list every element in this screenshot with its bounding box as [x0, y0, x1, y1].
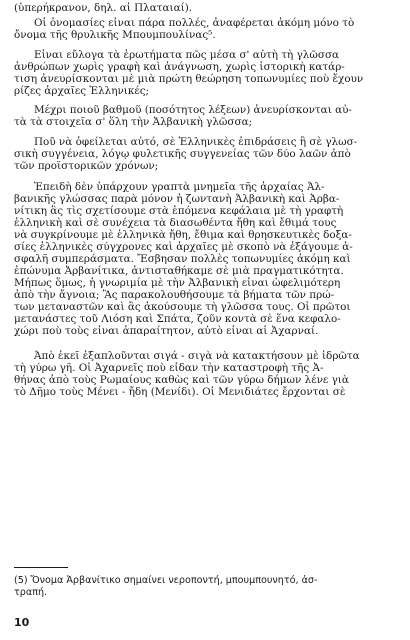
body-line: Ἐπειδὴ δὲν ὑπάρχουν γραπτὰ μνημεῖα τῆς ἀρχαίας Ἀλ- — [34, 181, 325, 193]
body-line: χώρι ποὺ τοὺς εἶναι ἀπαραίτητον, αὐτὸ εἶναι αἱ Ἀχαρναί. — [14, 325, 319, 337]
body-line: Μέχρι ποιοῦ βαθμοῦ (ποσότητος λέξεων) ἀνευρίσκονται αὐ- — [34, 104, 352, 116]
body-line: σίες ἑλληνικὲς σύγχρονες καὶ ἀρχαῖες μὲ σκοπὸ νὰ ἐξάγουμε ἀ- — [14, 241, 353, 253]
body-line: τὰ τὰ στοιχεῖα σ' ὅλη τὴν Ἀλβανικὴ γλῶσσα; — [14, 116, 253, 128]
body-line: νίτικη ἂς τὶς σχετίσουμε στὰ ἑπόμενα κεφάλαια μὲ τὴ γραφτὴ — [14, 205, 344, 217]
footnote-divider — [14, 567, 68, 568]
body-line: τὴ γύρω γῆ. Οἱ Ἀχαρνεῖς ποὺ εἶδαν τὴν καταστροφὴ τῆς Ἀ- — [14, 362, 324, 374]
body-line: Ἀπὸ ἐκεῖ ἐξαπλοῦνται σιγά - σιγὰ νὰ κατακτήσουν μὲ ἱδρῶτα — [34, 350, 360, 362]
body-line: ἐπώνυμα Ἀρβανίτικα, ἀντισταθήκαμε σὲ μιὰ πραγματικότητα. — [14, 265, 344, 277]
body-line: ἀνθρώπων χωρὶς γραφὴ καὶ ἀνάγνωση, χωρὶς ἱστορικὴ κατάρ- — [14, 61, 345, 73]
body-line: τὸ Δῆμο τοὺς Μένει - ἤδη (Μενίδι). Οἱ Μενιδιάτες ἔρχονται σὲ — [14, 386, 346, 398]
body-line: βανικῆς γλώσσας παρὰ μόνον ἡ ζωντανὴ Ἀλβανικὴ καὶ Ἀρβα- — [14, 193, 340, 205]
body-line: Οἱ ὀνομασίες εἶναι πάρα πολλές, ἀναφέρεται ἀκόμη μόνο τὸ — [34, 17, 355, 29]
body-line: ὄνομα τῆς θρυλικῆς Μπουμπουλίνας⁵. — [14, 29, 216, 41]
footnote-line: τραπή. — [14, 587, 48, 598]
body-line: σικὴ συγγένεια, λόγῳ φυλετικῆς συγγενείας τῶν δύο λαῶν ἀπὸ — [14, 148, 351, 160]
body-line: νὰ συγκρίνουμε μὲ ἑλληνικὰ ἤθη, ἔθιμα καὶ θρησκευτικὲς δοξα- — [14, 229, 352, 241]
body-line: Μήπως ὅμως, ἡ γνωριμία μὲ τὴν Ἀλβανικὴ εἶναι ὠφελιμότερη — [14, 277, 341, 289]
body-line: τῶν προϊστορικῶν χρόνων; — [14, 160, 159, 172]
body-line: (ὑπερήκρανον, δηλ. αἱ Πλαταιαί). — [14, 2, 193, 14]
body-line: των μεταναστῶν καὶ ἂς ἀκούσουμε τὴ γλῶσσα τους. Οἱ πρῶτοι — [14, 301, 351, 313]
body-line: Ποῦ νὰ ὀφείλεται αὐτό, σὲ Ἑλληνικὲς ἐπιδράσεις ἢ σὲ γλωσ- — [34, 136, 358, 148]
body-line: ρίζες ἀρχαῖες Ἑλληνικές; — [14, 85, 150, 97]
body-line: ἑλληνικὴ καὶ σὲ συνέχεια τὰ διασωθέντα ἤθη καὶ ἔθιμά τους — [14, 217, 337, 229]
page-number: 10 — [14, 616, 30, 629]
body-line: σφαλῆ συμπεράσματα. Ἔσβησαν πολλὲς τοπωνυμίες ἀκόμη καὶ — [14, 253, 351, 265]
body-line: θήνας ἀπὸ τοὺς Ρωμαίους καθὼς καὶ τῶν γύρω δήμων λένε γιὰ — [14, 374, 349, 386]
body-line: τιση ἀνευρίσκονται μὲ μιὰ πρώτη θεώρηση τοπωνυμίες ποὺ ἔχουν — [14, 73, 364, 85]
footnote-line: (5) Ὄνομα Ἀρβανίτικο σημαίνει νεροποντή, μπουμπουνητό, ἀσ- — [14, 575, 318, 586]
body-line: Εἶναι εὔλογα τὰ ἐρωτήματα πῶς μέσα σ' αὐτὴ τὴ γλῶσσα — [34, 49, 340, 61]
body-line: μετανάστες τοῦ Λιόση καὶ Σπάτα, ζοῦν κοντὰ σὲ ἕνα κεφαλο- — [14, 313, 341, 325]
body-line: ἀπὸ τὴν ἄγνοια; Ἂς παρακολουθήσουμε τὰ βήματα τῶν πρώ- — [14, 289, 335, 301]
